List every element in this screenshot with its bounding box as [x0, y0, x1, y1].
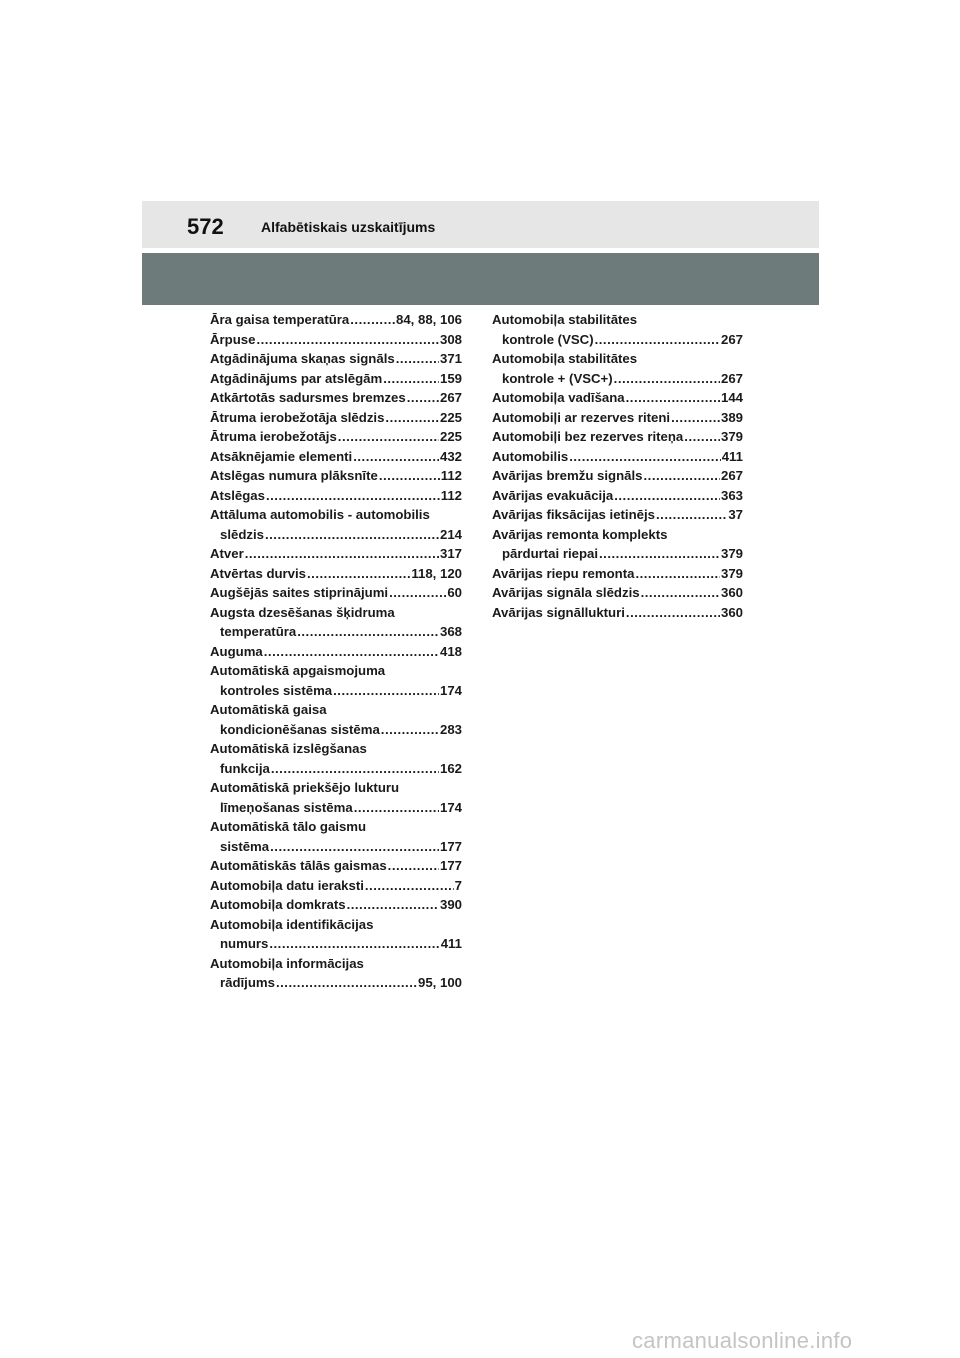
index-page-ref: 379 [720, 546, 743, 561]
index-term: Atkārtotās sadursmes bremzes [210, 390, 406, 405]
index-term: Atvērtas durvis [210, 565, 307, 581]
dot-leader [338, 427, 439, 447]
dot-leader [270, 837, 439, 857]
dot-leader [271, 759, 439, 779]
index-page-ref: 283 [439, 721, 462, 737]
index-page-ref: 267 [720, 331, 743, 347]
dot-leader [269, 934, 439, 954]
index-page-ref: 159 [439, 370, 462, 386]
index-entry [492, 447, 743, 467]
index-term: Avārijas remonta komplekts [492, 526, 668, 542]
dot-leader [656, 505, 727, 525]
index-entry [492, 505, 743, 525]
index-term-continuation: kontrole (VSC) [502, 331, 594, 347]
index-term: Atsāknējamie elementi [210, 448, 353, 464]
index-entry [210, 466, 462, 486]
index-page-ref: 411 [721, 448, 743, 464]
index-entry [210, 739, 462, 778]
index-term: Automobiļi bez rezerves riteņa [492, 429, 684, 444]
index-term-continuation: funkcija [220, 760, 270, 776]
index-term: Atgādinājuma skaņas signāls [210, 351, 395, 366]
dot-leader [407, 388, 439, 408]
index-entry [210, 408, 462, 428]
dot-leader [626, 603, 720, 623]
index-term: Automātiskā apgaismojuma [210, 663, 386, 678]
dot-leader [347, 895, 439, 915]
index-entry [492, 349, 743, 388]
index-entry [210, 661, 462, 700]
index-page-ref: 363 [720, 487, 743, 503]
index-term: Atslēgas [210, 487, 265, 503]
index-term: Automātiskā priekšējo lukturu [210, 780, 400, 795]
page-header-bar [142, 201, 819, 248]
watermark: carmanualsonline.info [632, 1328, 853, 1353]
index-entry [210, 505, 462, 544]
index-entry [210, 486, 462, 506]
index-term-continuation: temperatūra [220, 624, 297, 639]
index-term: Automobiļa stabilitātes [492, 312, 638, 327]
index-entry [210, 544, 462, 564]
index-page-ref: 379 [720, 429, 743, 444]
index-page-ref: 112 [440, 468, 462, 483]
index-page-ref: 118, 120 [411, 565, 462, 581]
index-page-ref: 379 [720, 565, 743, 581]
index-term-continuation: kondicionēšanas sistēma [220, 721, 380, 737]
index-entry [210, 817, 462, 856]
index-page-ref: 267 [720, 370, 743, 386]
index-entry [210, 349, 462, 369]
index-page-ref: 225 [439, 429, 462, 444]
index-page-ref: 360 [720, 585, 743, 600]
dot-leader [614, 486, 720, 506]
index-page-ref: 144 [720, 390, 743, 405]
index-term-continuation: slēdzis [220, 526, 264, 542]
index-entry [210, 603, 462, 642]
index-page-ref: 162 [439, 760, 462, 776]
index-term: Auguma [210, 643, 263, 659]
index-term: Automobiļa domkrats [210, 897, 346, 912]
dot-leader [245, 544, 439, 564]
index-entry [210, 876, 462, 896]
index-term-continuation: pārdurtai riepai [502, 546, 599, 561]
index-entry [492, 603, 743, 623]
index-page-ref: 418 [439, 643, 462, 659]
index-entry [492, 388, 743, 408]
index-term: Augsta dzesēšanas šķidruma [210, 604, 395, 620]
dot-leader [265, 525, 439, 545]
index-page-ref: 432 [439, 448, 462, 464]
index-term-continuation: līmeņošanas sistēma [220, 799, 353, 815]
index-page-ref: 360 [720, 604, 743, 620]
dot-leader [256, 330, 439, 350]
index-term: Atgādinājums par atslēgām [210, 370, 383, 386]
dot-leader [385, 408, 439, 428]
index-term-continuation: kontroles sistēma [220, 682, 333, 698]
index-entry [492, 525, 743, 564]
index-term: Automobiļa datu ieraksti [210, 877, 364, 893]
index-page-ref: 174 [439, 682, 462, 698]
index-term: Ārpuse [210, 331, 256, 347]
index-page-ref: 267 [439, 390, 462, 405]
index-entry [210, 583, 462, 603]
index-page-ref: 389 [720, 409, 743, 425]
index-entry [210, 310, 462, 330]
index-entry [210, 895, 462, 915]
index-column-left [210, 310, 462, 993]
index-term: Avārijas signāla slēdzis [492, 585, 640, 600]
index-term-continuation: sistēma [220, 838, 270, 854]
index-page-ref: 214 [439, 526, 462, 542]
index-page-ref: 371 [439, 351, 462, 366]
index-term: Automātiskā tālo gaismu [210, 819, 367, 834]
dot-leader [671, 408, 720, 428]
dot-leader [684, 427, 720, 447]
index-entry [210, 954, 462, 993]
dot-leader [350, 310, 395, 330]
dot-leader [266, 486, 440, 506]
dot-leader [641, 583, 720, 603]
index-entry [210, 369, 462, 389]
index-page-ref: 95, 100 [418, 975, 462, 990]
index-term: Automobiļa informācijas [210, 955, 364, 971]
index-term: Āra gaisa temperatūra [210, 312, 350, 327]
dot-leader [595, 330, 720, 350]
index-entry [492, 583, 743, 603]
index-term: Augšējās saites stiprinājumi [210, 585, 389, 600]
index-page-ref: 177 [439, 838, 462, 854]
index-entry [492, 310, 743, 349]
dot-leader [353, 447, 439, 467]
index-page-ref: 368 [439, 624, 462, 639]
index-entry [210, 778, 462, 817]
index-page-ref: 84, 88, 106 [396, 312, 462, 327]
dot-leader [264, 642, 439, 662]
index-term: Avārijas bremžu signāls [492, 468, 643, 483]
index-entry [492, 486, 743, 506]
index-term: Avārijas riepu remonta [492, 565, 635, 581]
index-page-ref: 308 [439, 331, 462, 347]
index-page-ref: 225 [439, 409, 462, 425]
index-term-continuation: rādījums [220, 975, 275, 990]
section-title: Alfabētiskais uzskaitījums [261, 219, 436, 235]
index-term: Avārijas fiksācijas ietinējs [492, 507, 655, 522]
index-entry [492, 466, 743, 486]
index-entry [210, 388, 462, 408]
index-term: Atslēgas numura plāksnīte [210, 468, 378, 483]
dot-leader [389, 583, 446, 603]
index-term: Atver [210, 546, 244, 561]
index-column-right [492, 310, 743, 622]
index-entry [210, 642, 462, 662]
index-term-continuation: kontrole + (VSC+) [502, 370, 613, 386]
index-entry [492, 427, 743, 447]
index-page-ref: 112 [440, 487, 462, 503]
index-entry [210, 856, 462, 876]
index-entry [210, 330, 462, 350]
dot-leader [614, 369, 720, 389]
dot-leader [379, 466, 440, 486]
index-term-continuation: numurs [220, 936, 269, 951]
index-term: Automobiļi ar rezerves riteni [492, 409, 671, 425]
dot-leader [354, 798, 439, 818]
index-entry [210, 564, 462, 584]
dot-leader [396, 349, 439, 369]
dot-leader [333, 681, 439, 701]
index-entry [492, 564, 743, 584]
dot-leader [365, 876, 454, 896]
index-term: Automātiskās tālās gaismas [210, 858, 387, 873]
dot-leader [599, 544, 720, 564]
index-page-ref: 411 [440, 936, 462, 951]
dot-leader [635, 564, 720, 584]
page-number: 572 [187, 214, 224, 239]
index-term: Ātruma ierobežotāja slēdzis [210, 409, 385, 425]
dot-leader [276, 973, 417, 993]
index-term: Automātiskā izslēgšanas [210, 741, 367, 756]
index-entry [210, 447, 462, 467]
dot-leader [381, 720, 439, 740]
index-term: Automobilis [492, 448, 569, 464]
index-term: Attāluma automobilis - automobilis [210, 507, 430, 522]
index-term: Automobiļa vadīšana [492, 390, 625, 405]
index-term: Automobiļa identifikācijas [210, 916, 374, 932]
index-page-ref: 390 [439, 897, 462, 912]
index-entry [492, 408, 743, 428]
index-page-ref: 177 [439, 858, 462, 873]
dot-leader [644, 466, 720, 486]
dot-leader [388, 856, 439, 876]
index-page-ref: 60 [447, 585, 462, 600]
index-entry [210, 915, 462, 954]
dot-leader [626, 388, 720, 408]
index-page-ref: 317 [439, 546, 462, 561]
section-tab-band [142, 253, 819, 305]
index-page-ref: 37 [728, 507, 743, 522]
dot-leader [383, 369, 439, 389]
index-term: Avārijas evakuācija [492, 487, 614, 503]
index-page-ref: 7 [454, 877, 462, 893]
index-term: Automātiskā gaisa [210, 702, 327, 717]
index-entry [210, 427, 462, 447]
index-entry [210, 700, 462, 739]
index-term: Avārijas signāllukturi [492, 604, 625, 620]
index-page-ref: 267 [720, 468, 743, 483]
index-page-ref: 174 [439, 799, 462, 815]
index-term: Automobiļa stabilitātes [492, 351, 638, 366]
dot-leader [569, 447, 721, 467]
index-term: Ātruma ierobežotājs [210, 429, 337, 444]
dot-leader [297, 622, 439, 642]
dot-leader [307, 564, 410, 584]
